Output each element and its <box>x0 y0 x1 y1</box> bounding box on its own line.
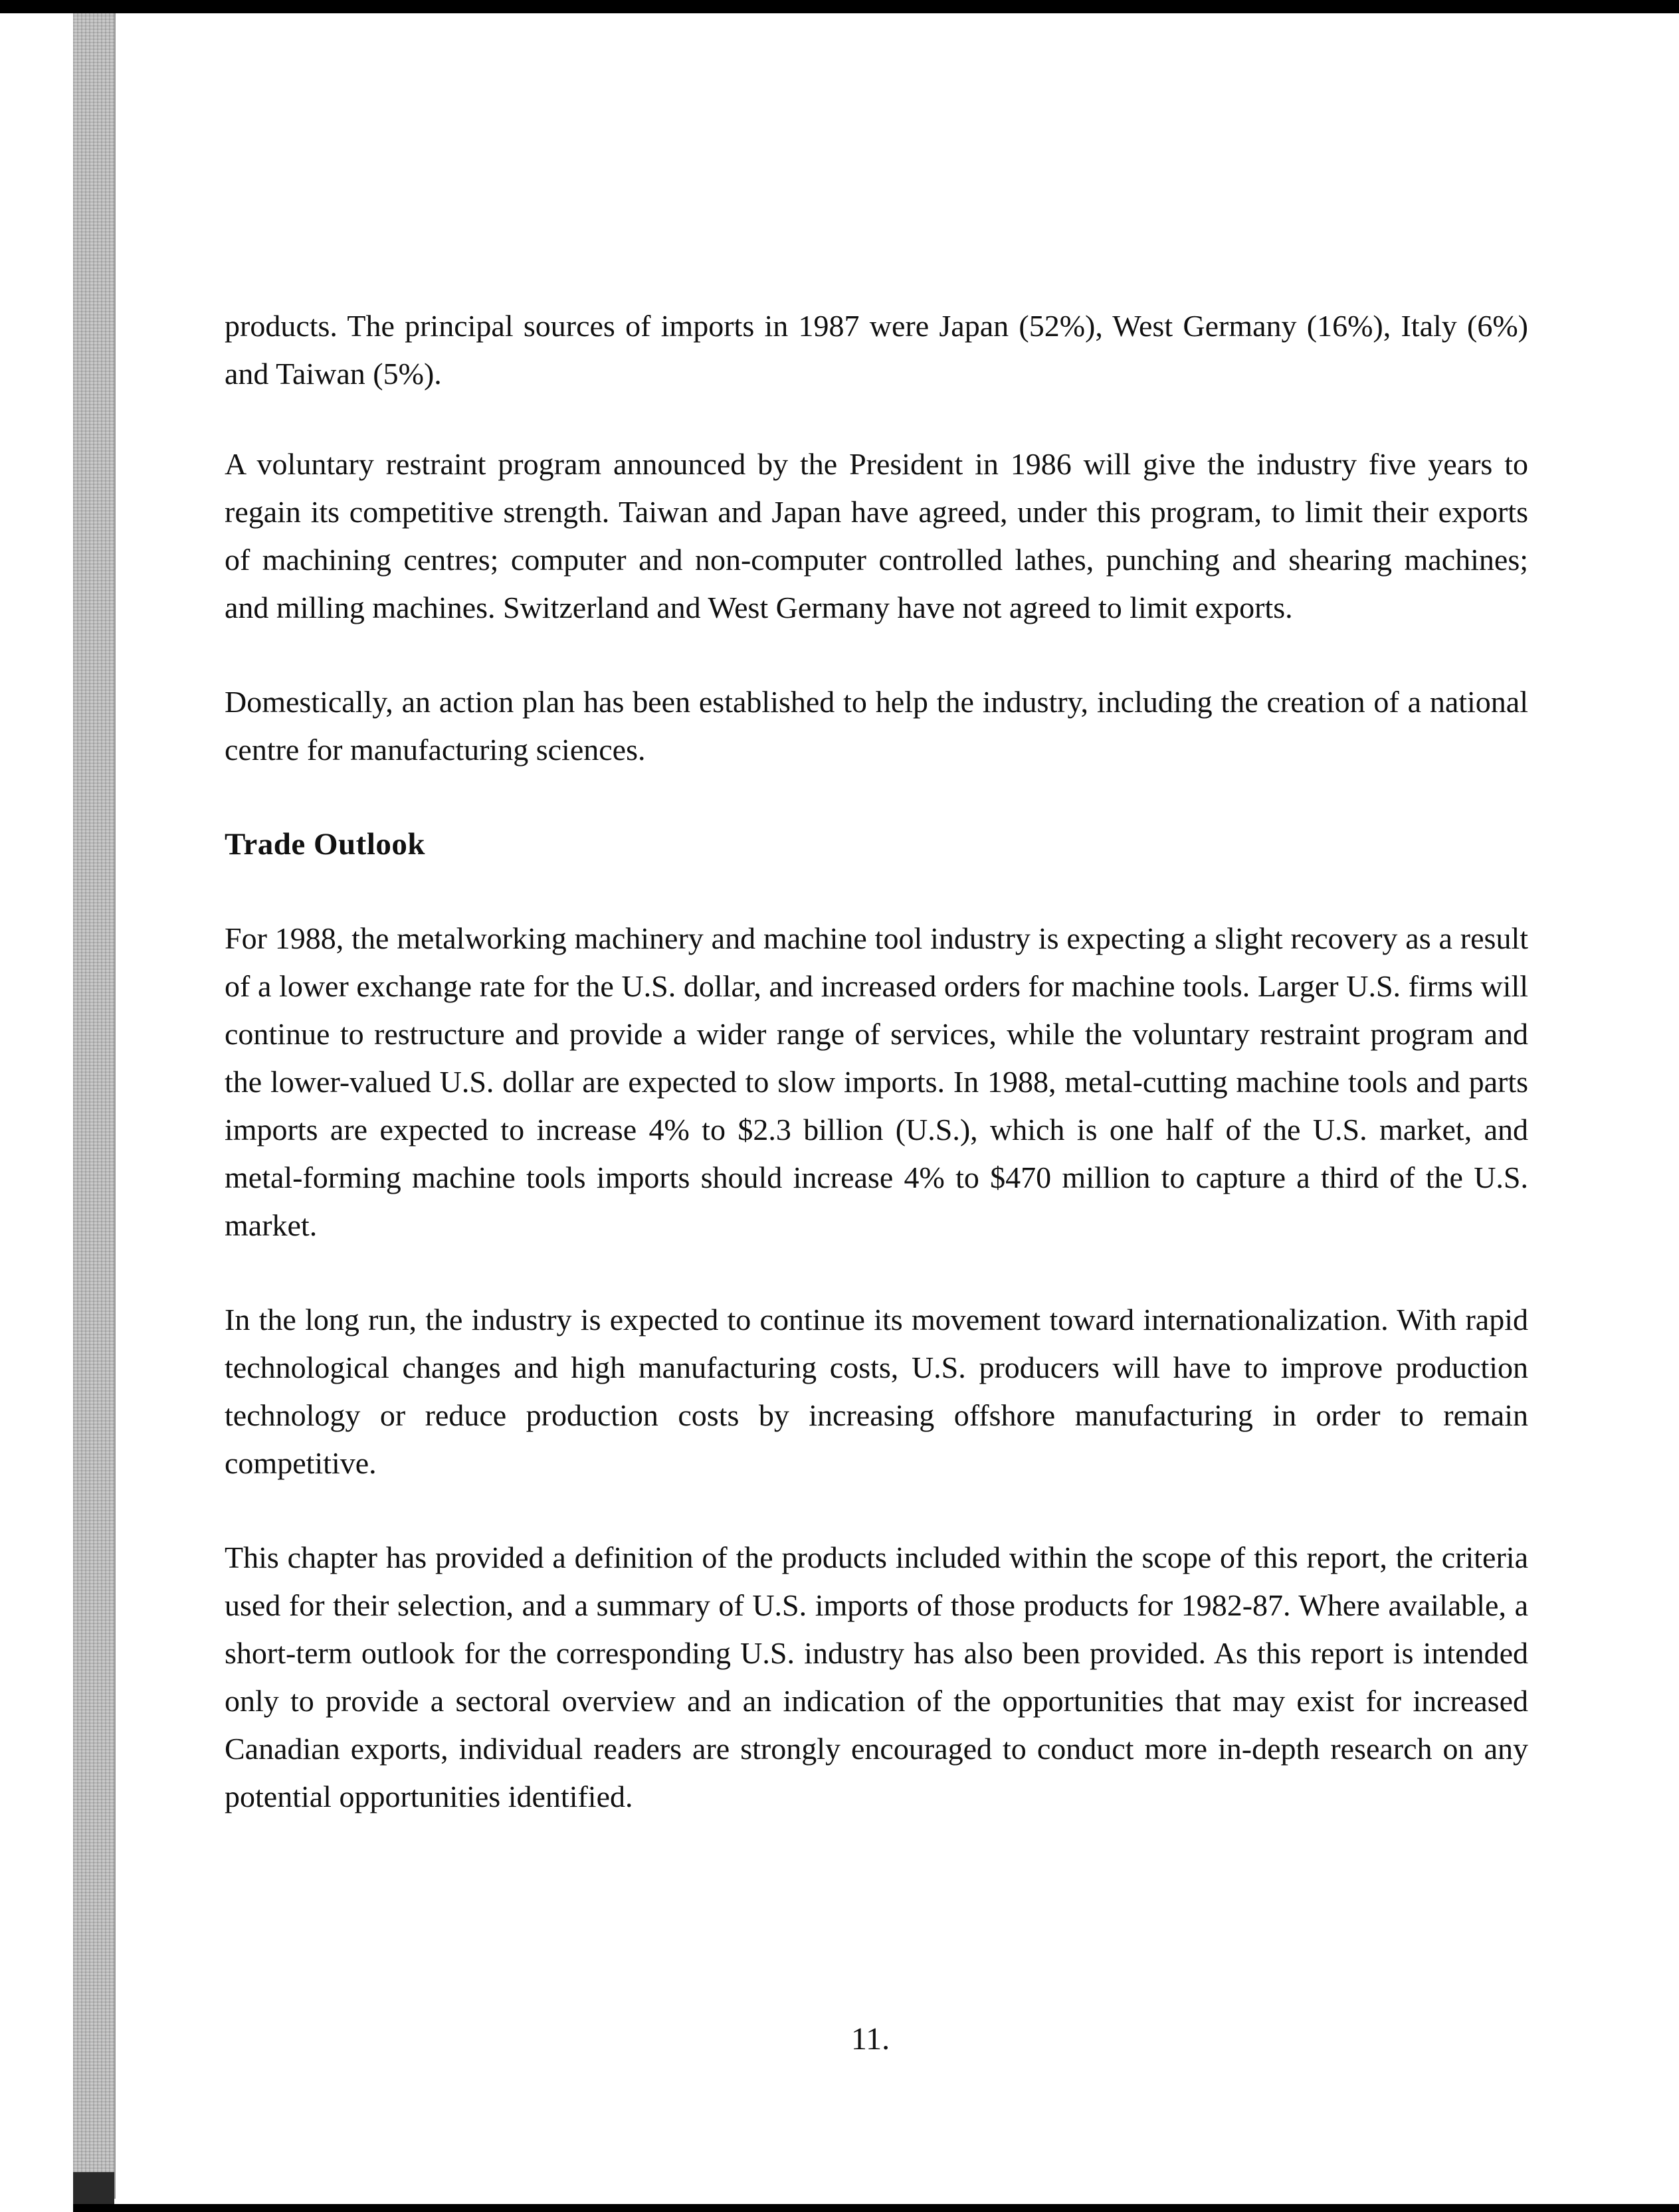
scan-bottom-border <box>73 2204 1679 2212</box>
scan-binding-strip <box>73 13 116 2199</box>
paragraph-1988-outlook: For 1988, the metalworking machinery and machine tool industry is expecting a slight recovery as a result of a lower exchange rate for the U.S. dollar, and increased orders for machine tools. Larger U.S. firms will continue to restructure and provide a wider range of services, while the voluntary restraint program and the lower-valued U.S. dollar are expected to slow imports. In 1988, metal-cutting machine tools and parts imports are expected to increase 4% to $2.3 billion (U.S.), which is one half of the U.S. market, and metal-forming machine tools imports should increase 4% to $470 million to capture a third of the U.S. market. <box>225 921 1528 1242</box>
scan-top-border <box>0 0 1679 13</box>
section-heading: Trade Outlook <box>225 827 426 862</box>
page-number: 11. <box>850 2021 890 2057</box>
scan-left-margin <box>0 13 8 2212</box>
page-body <box>225 302 1528 1821</box>
paragraph-voluntary-restraint: A voluntary restraint program announced by the President in 1986 will give the industry five years to regain its competitive strength. Taiwan and Japan have agreed, under this program, to limit their exports of machining centres; computer and non-computer controlled lathes, punching and shearing machines; and milling machines. Switzerland and West Germany have not agreed to limit exports. <box>225 447 1528 624</box>
paragraph-chapter-summary: This chapter has provided a definition of the products included within the scope of this report, the criteria used for their selection, and a summary of U.S. imports of those products for 1982-87. Where available, a short-term outlook for the corresponding U.S. industry has also been provided. As this report is intended only to provide a sectoral overview and an indication of the opportunities that may exist for increased Canadian exports, individual readers are strongly encouraged to conduct more in-depth research on any potential opportunities identified. <box>225 1540 1528 1813</box>
paragraph-domestic-action-plan: Domestically, an action plan has been established to help the industry, including the creation of a national centre for manufacturing sciences. <box>225 685 1528 767</box>
paragraph-import-sources: products. The principal sources of imports in 1987 were Japan (52%), West Germany (16%), Italy (6%) and Taiwan (5%). <box>225 309 1528 391</box>
paragraph-long-run: In the long run, the industry is expected to continue its movement toward internationalization. With rapid technological changes and high manufacturing costs, U.S. producers will have to improve production technology or reduce production costs by increasing offshore manufacturing in order to remain competitive. <box>225 1303 1528 1480</box>
